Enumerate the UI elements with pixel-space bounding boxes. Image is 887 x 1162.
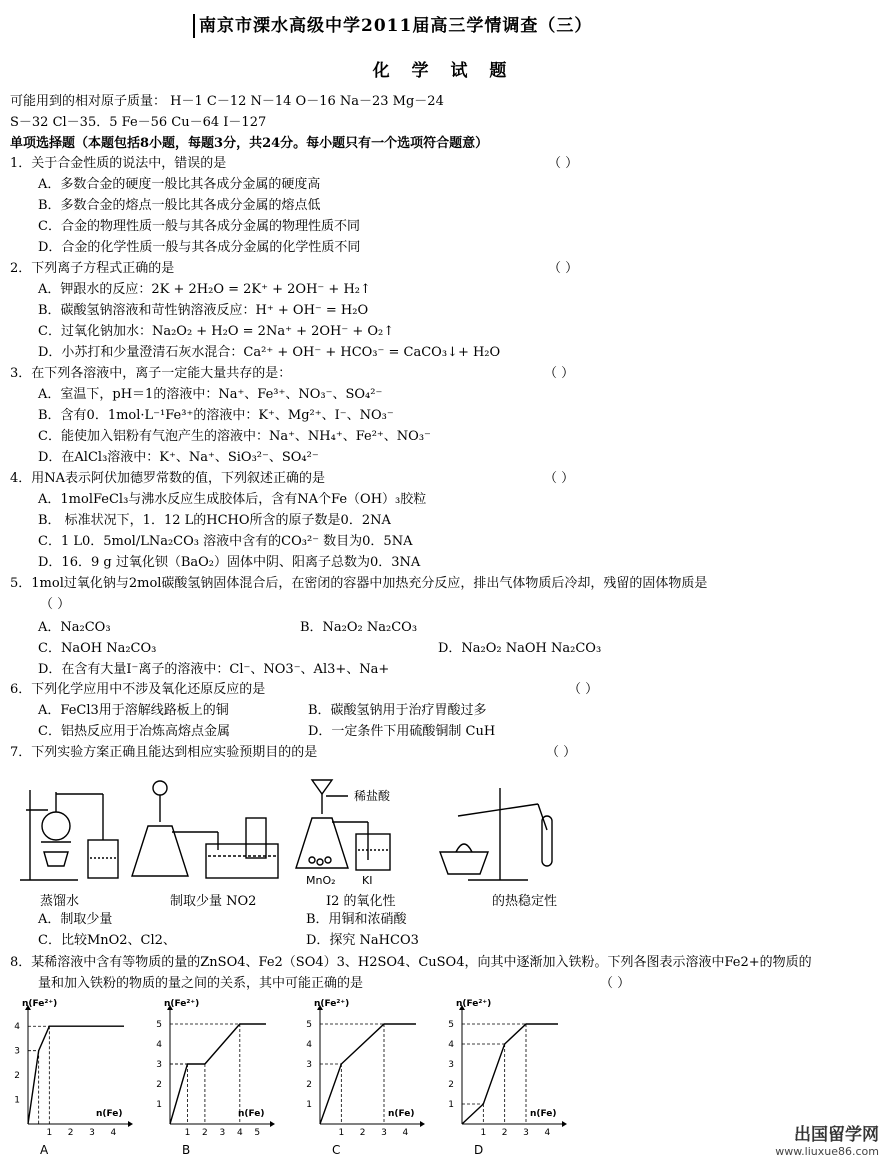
answer-paren: （ ） bbox=[544, 366, 575, 381]
y-tick-label: 3 bbox=[156, 1060, 162, 1070]
y-tick-label: 1 bbox=[306, 1100, 312, 1110]
question-4-option: B． 标准状况下，1．12 L的HCHO所含的原子数是0．2NA bbox=[38, 513, 391, 528]
x-axis-label: n(Fe) bbox=[238, 1109, 265, 1119]
x-tick-label: 1 bbox=[480, 1128, 487, 1138]
x-axis-arrow bbox=[420, 1121, 425, 1127]
caption-3: I2 的氧化性 bbox=[326, 894, 396, 909]
question-7-option-b: B．用铜和浓硝酸 bbox=[306, 912, 407, 927]
x-tick-label: 3 bbox=[219, 1128, 226, 1138]
question-2-option: A．钾跟水的反应：2K + 2H₂O = 2K⁺ + 2OH⁻ + H₂↑ bbox=[38, 282, 371, 297]
y-axis-label: n(Fe²⁺) bbox=[164, 999, 200, 1009]
y-tick-label: 4 bbox=[14, 1022, 20, 1033]
question-8-stem-1: 8．某稀溶液中含有等物质的量的ZnSO4、Fe2（SO4）3、H2SO4、CuSO4，向其中逐渐加入铁粉。下列各图表示溶液中Fe2+的物质的 bbox=[10, 955, 812, 970]
question-3-option: A．室温下，pH＝1的溶液中：Na⁺、Fe³⁺、NO₃⁻、SO₄²⁻ bbox=[38, 387, 383, 402]
question-4-option: D．16．9 g 过氧化钡（BaO₂）固体中阴、阳离子总数为0．3NA bbox=[38, 555, 421, 570]
distillation-apparatus bbox=[20, 790, 118, 880]
question-1-option: D．合金的化学性质一般与其各成分金属的化学性质不同 bbox=[38, 240, 361, 255]
answer-paren: （ ） bbox=[544, 471, 575, 486]
question-3-option: D．在AlCl₃溶液中：K⁺、Na⁺、SiO₃²⁻、SO₄²⁻ bbox=[38, 450, 319, 465]
question-1-option: A．多数合金的硬度一般比其各成分金属的硬度高 bbox=[38, 177, 321, 192]
x-axis-label: n(Fe) bbox=[96, 1109, 123, 1119]
y-tick-label: 3 bbox=[306, 1060, 312, 1070]
question-5-extra: D．在含有大量I⁻离子的溶液中：Cl⁻、NO3⁻、Al3+、Na+ bbox=[38, 662, 390, 677]
y-tick-label: 2 bbox=[156, 1080, 162, 1090]
answer-paren: （ ） bbox=[568, 682, 599, 697]
question-4-stem: 4．用NA表示阿伏加德罗常数的值，下列叙述正确的是 bbox=[10, 471, 326, 486]
y-tick-label: 2 bbox=[306, 1080, 312, 1090]
x-axis-arrow bbox=[128, 1121, 133, 1127]
question-1-stem: 1．关于合金性质的说法中，错误的是 bbox=[10, 156, 227, 171]
question-5-option-c: C．NaOH Na₂CO₃ bbox=[38, 641, 157, 656]
answer-paren: （ ） bbox=[548, 156, 579, 171]
question-7-option-a: A．制取少量 bbox=[38, 912, 113, 927]
x-tick-label: 4 bbox=[236, 1128, 243, 1138]
x-tick-label: 2 bbox=[67, 1128, 74, 1138]
question-8-stem-2: 量和加入铁粉的物质的量之间的关系，其中可能正确的是 bbox=[38, 976, 364, 991]
question-1-option: C．合金的物理性质一般与其各成分金属的物理性质不同 bbox=[38, 219, 360, 234]
atomic-mass-line-1: 可能用到的相对原子质量： H－1 C－12 N－14 O－16 Na－23 Mg－24 bbox=[10, 94, 444, 109]
question-6-stem: 6．下列化学应用中不涉及氧化还原反应的是 bbox=[10, 682, 266, 697]
question-4-option: C．1 L0．5mol/LNa₂CO₃ 溶液中含有的CO₃²⁻ 数目为0．5NA bbox=[38, 534, 413, 549]
dilute-hcl-label: 稀盐酸 bbox=[354, 789, 391, 803]
question-2-stem: 2．下列离子方程式正确的是 bbox=[10, 261, 175, 276]
watermark-url: www.liuxue86.com bbox=[775, 1145, 879, 1158]
graph-option-label: C bbox=[332, 1143, 341, 1157]
page-subtitle: 化 学 试 题 bbox=[372, 61, 515, 81]
caption-1: 蒸馏水 bbox=[40, 894, 80, 909]
question-3-stem: 3．在下列各溶液中，离子一定能大量共存的是： bbox=[10, 366, 292, 381]
y-tick-label: 2 bbox=[448, 1080, 454, 1090]
y-axis-label: n(Fe²⁺) bbox=[314, 999, 350, 1009]
question-5-option-a: A．Na₂CO₃ bbox=[38, 620, 111, 635]
x-tick-label: 3 bbox=[89, 1128, 95, 1138]
graph-option-label: D bbox=[474, 1143, 484, 1157]
question-7-stem: 7．下列实验方案正确且能达到相应实验预期目的的是 bbox=[10, 745, 318, 760]
mno2-label: MnO₂ bbox=[306, 874, 336, 887]
answer-paren: （ ） bbox=[548, 261, 579, 276]
y-tick-label: 1 bbox=[14, 1095, 20, 1106]
x-tick-label: 1 bbox=[184, 1128, 191, 1138]
question-5-option-b: B．Na₂O₂ Na₂CO₃ bbox=[300, 620, 418, 635]
caption-4: 的热稳定性 bbox=[492, 894, 558, 909]
answer-paren: （ ） bbox=[546, 745, 577, 760]
y-tick-label: 2 bbox=[14, 1071, 20, 1082]
question-7-option-d: D．探究 NaHCO3 bbox=[306, 933, 419, 948]
x-tick-label: 2 bbox=[501, 1128, 508, 1138]
question-3-option: C．能使加入铝粉有气泡产生的溶液中：Na⁺、NH₄⁺、Fe²⁺、NO₃⁻ bbox=[38, 429, 431, 444]
section-heading: 单项选择题（本题包括8小题，每题3分，共24分。每小题只有一个选项符合题意） bbox=[10, 136, 489, 151]
gas-collection-apparatus bbox=[132, 781, 278, 878]
graph-option-label: B bbox=[182, 1143, 191, 1157]
y-tick-label: 3 bbox=[14, 1046, 20, 1057]
y-tick-label: 1 bbox=[448, 1100, 454, 1110]
thermal-stability-apparatus bbox=[440, 788, 552, 880]
graph-option-label: A bbox=[40, 1143, 49, 1157]
y-axis-label: n(Fe²⁺) bbox=[456, 999, 492, 1009]
x-tick-label: 4 bbox=[402, 1128, 409, 1138]
x-tick-label: 1 bbox=[338, 1128, 345, 1138]
answer-paren: （ ） bbox=[40, 597, 71, 612]
y-tick-label: 5 bbox=[156, 1020, 162, 1030]
graph-C bbox=[306, 999, 425, 1157]
question-3-option: B．含有0．1mol·L⁻¹Fe³⁺的溶液中：K⁺、Mg²⁺、I⁻、NO₃⁻ bbox=[38, 408, 394, 423]
atomic-mass-line-2: S－32 Cl－35．5 Fe－56 Cu－64 I－127 bbox=[10, 115, 267, 130]
y-tick-label: 4 bbox=[156, 1040, 162, 1050]
y-tick-label: 3 bbox=[448, 1060, 454, 1070]
graph-D bbox=[448, 999, 567, 1157]
page-title: 南京市溧水高级中学2011届高三学情调查（三） bbox=[193, 14, 592, 38]
graph-A bbox=[14, 999, 133, 1157]
question-6-option-c: C．铝热反应用于冶炼高熔点金属 bbox=[38, 724, 230, 739]
y-axis-label: n(Fe²⁺) bbox=[22, 999, 58, 1009]
x-tick-label: 2 bbox=[359, 1128, 366, 1138]
question-6-option-b: B．碳酸氢钠用于治疗胃酸过多 bbox=[308, 703, 487, 718]
y-tick-label: 4 bbox=[306, 1040, 312, 1050]
question-5-stem: 5．1mol过氧化钠与2mol碳酸氢钠固体混合后，在密闭的容器中加热充分反应，排出气体物质后冷却，残留的固体物质是 bbox=[10, 576, 708, 591]
question-4-option: A．1molFeCl₃与沸水反应生成胶体后，含有NA个Fe（OH）₃胶粒 bbox=[38, 492, 427, 507]
caption-2: 制取少量 NO2 bbox=[170, 894, 257, 909]
question-2-option: C．过氧化钠加水：Na₂O₂ + H₂O = 2Na⁺ + 2OH⁻ + O₂↑ bbox=[38, 324, 395, 339]
x-axis-label: n(Fe) bbox=[388, 1109, 415, 1119]
x-tick-label: 4 bbox=[110, 1128, 117, 1138]
y-tick-label: 1 bbox=[156, 1100, 162, 1110]
watermark-logo-text: 出国留学网 bbox=[794, 1125, 879, 1145]
graph-options bbox=[0, 996, 600, 1158]
y-tick-label: 5 bbox=[306, 1020, 312, 1030]
x-tick-label: 5 bbox=[254, 1128, 261, 1138]
question-1-option: B．多数合金的熔点一般比其各成分金属的熔点低 bbox=[38, 198, 321, 213]
x-tick-label: 3 bbox=[381, 1128, 387, 1138]
question-2-option: D．小苏打和少量澄清石灰水混合：Ca²⁺ + OH⁻ + HCO₃⁻ = CaCO₃↓+ H₂O bbox=[38, 345, 501, 360]
y-tick-label: 5 bbox=[448, 1020, 454, 1030]
x-axis-arrow bbox=[270, 1121, 275, 1127]
question-6-option-a: A．FeCl3用于溶解线路板上的铜 bbox=[38, 703, 229, 718]
x-tick-label: 2 bbox=[202, 1128, 208, 1138]
experiment-apparatus-figure bbox=[8, 770, 568, 890]
x-tick-label: 4 bbox=[544, 1128, 551, 1138]
question-2-option: B．碳酸氢钠溶液和苛性钠溶液反应：H⁺ + OH⁻ = H₂O bbox=[38, 303, 369, 318]
x-tick-label: 1 bbox=[46, 1128, 53, 1138]
question-7-option-c: C．比较MnO2、Cl2、 bbox=[38, 933, 176, 948]
y-tick-label: 4 bbox=[448, 1040, 454, 1050]
x-axis-arrow bbox=[562, 1121, 567, 1127]
x-tick-label: 3 bbox=[523, 1128, 529, 1138]
ki-label: KI bbox=[362, 874, 373, 887]
graph-B bbox=[156, 999, 275, 1157]
x-axis-label: n(Fe) bbox=[530, 1109, 557, 1119]
question-5-option-d: D．Na₂O₂ NaOH Na₂CO₃ bbox=[438, 641, 602, 656]
watermark bbox=[775, 1120, 879, 1158]
question-6-option-d: D．一定条件下用硫酸铜制 CuH bbox=[308, 724, 496, 739]
answer-paren: （ ） bbox=[600, 976, 631, 991]
